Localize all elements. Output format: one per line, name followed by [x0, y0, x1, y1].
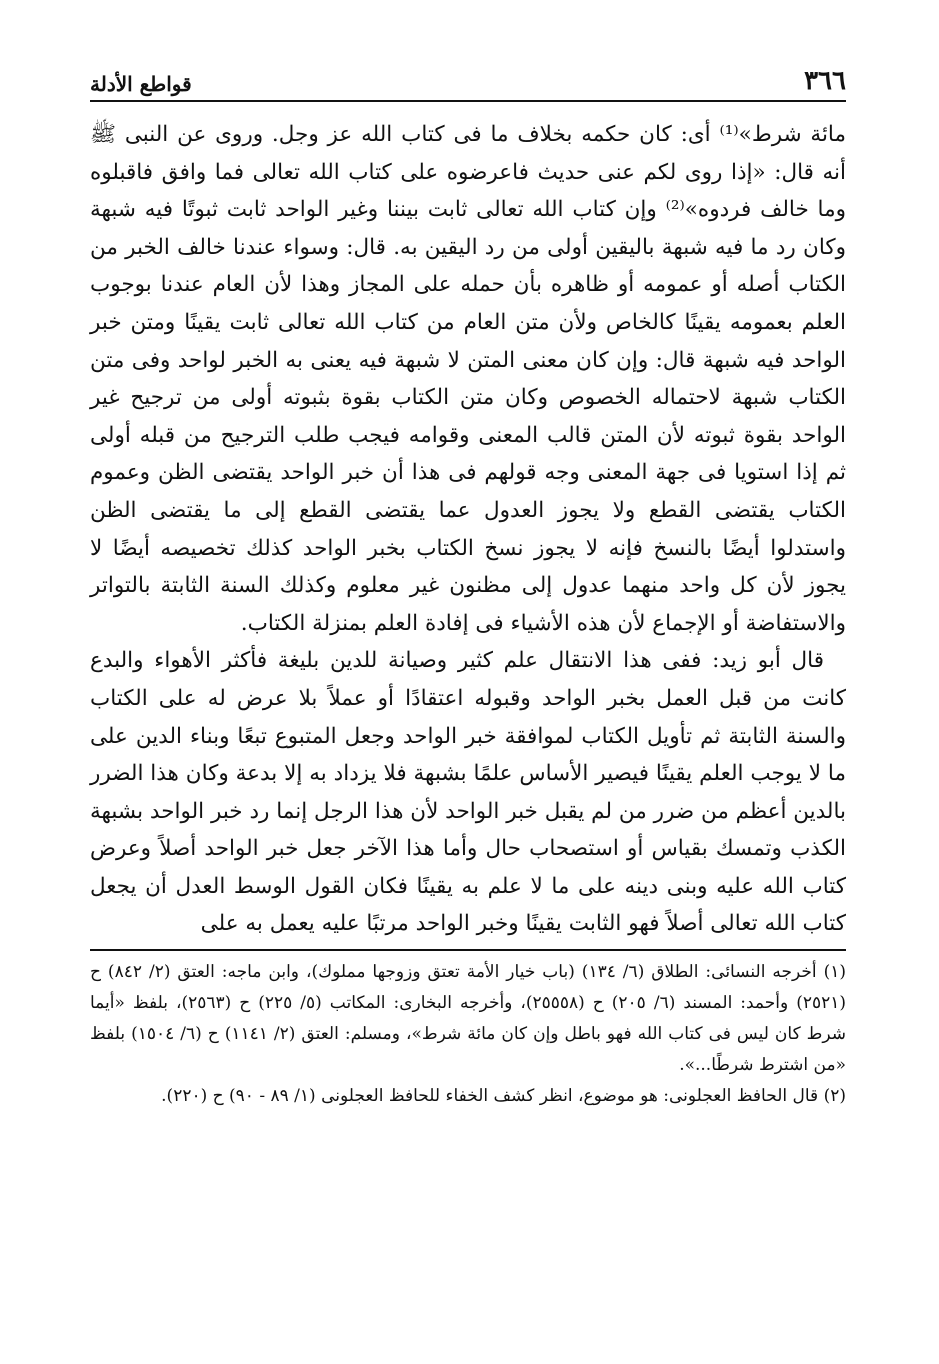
book-page: [90, 60, 846, 1112]
paragraph-2: قال أبو زيد: ففى هذا الانتقال علم كثير وصيانة للدين بليغة فأكثر الأهواء والبدع كانت من قبل العمل بخبر الواحد وقبوله اعتقادًا أو عملاً بلا عرض له على الكتاب والسنة الثابتة ثم تأويل الكتاب لموافقة خبر الواحد وجعل المتبوع تبعًا وبناء الدين على ما لا يوجب العلم يقينًا فيصير الأساس علمًا بشبهة فلا يزداد به إلا بدعة وكان هذا الضرر بالدين أعظم من ضرر من لم يقبل خبر الواحد لأن هذا الرجل إنما رد خبر الواحد بشبهة الكذب وتمسك بقياس أو استصحاب حال وأما هذا الآخر جعل خبر الواحد أصلاً وعرض كتاب الله عليه وبنى دينه على ما لا علم به يقينًا فكان القول الوسط العدل أن يجعل كتاب الله تعالى أصلاً فهو الثابت يقينًا وخبر الواحد مرتبًا عليه يعمل به على: [90, 648, 846, 937]
page-header: [90, 60, 846, 102]
footnote-1: (١) أخرجه النسائى: الطلاق (٦/ ١٣٤) (باب خيار الأمة تعتق وزوجها مملوك)، وابن ماجه: العتق (٢/ ٨٤٢) ح (٢٥٢١) وأحمد: المسند (٦/ ٢٠٥) ح (٢٥٥٥٨)، وأخرجه البخارى: المكاتب (٥/ ٢٢٥) ح (٢٥٦٣)، بلفظ «أيما شرط كان ليس فى كتاب الله فهو باطل وإن كان مائة شرط»، ومسلم: العتق (٢/ ١١٤١) ح (٦/ ١٥٠٤) بلفظ «من اشترط شرطًا...».: [90, 962, 847, 1076]
running-title: قواطع الأدلة: [90, 72, 192, 96]
footnote-2: (٢) قال الحافظ العجلونى: هو موضوع، انظر كشف الخفاء للحافظ العجلونى (١/ ٨٩ - ٩٠) ح (٢٢٠).: [161, 1086, 846, 1107]
page-number: ٣٦٦: [804, 66, 846, 96]
footnotes: [90, 957, 846, 1112]
footnote-separator: [90, 949, 846, 951]
paragraph-1: مائة شرط»⁽¹⁾ أى: كان حكمه بخلاف ما فى كتاب الله عز وجل. وروى عن النبى ﷺ أنه قال: «إذا روى لكم عنى حديث فاعرضوه على كتاب الله تعالى فما وافق فاقبلوه وما خالف فردوه»⁽²⁾ وإن كتاب الله تعالى ثابت بيننا وغير الواحد ثابت ثبوتًا فيه شبهة وكان رد ما فيه شبهة باليقين أولى من رد اليقين به. قال: وسواء عندنا خالف الخبر من الكتاب أصله أو عمومه أو ظاهره بأن حمله على المجاز وهذا لأن العام عندنا بوجوب العلم بعمومه يقينًا كالخاص ولأن متن العام من كتاب الله تعالى ثابت يقينًا ومتن خبر الواحد فيه شبهة قال: وإن كان معنى المتن لا شبهة فيه يعنى به الخبر لواحد وفى متن الكتاب شبهة لاحتماله الخصوص وكان متن الكتاب بقوة بثبوته أولى من ترجيح غير الواحد بقوة ثبوته لأن المتن قالب المعنى وقوامه فيجب طلب الترجيح من قبله أولى ثم إذا استويا فى جهة المعنى وجه قولهم فى هذا أن خبر الواحد يقتضى الظن وعموم الكتاب يقتضى القطع ولا يجوز العدول عما يقتضى القطع إلى ما يقتضى الظن واستدلوا أيضًا بالنسخ فإنه لا يجوز نسخ الكتاب بخبر الواحد كذلك تخصيصه أيضًا لا يجوز لأن كل واحد منهما عدول إلى مظنون غير معلوم وكذلك السنة الثابتة بالتواتر والاستفاضة أو الإجماع لأن هذه الأشياء فى إفادة العلم بمنزلة الكتاب.: [90, 122, 847, 636]
main-text: [90, 116, 846, 943]
